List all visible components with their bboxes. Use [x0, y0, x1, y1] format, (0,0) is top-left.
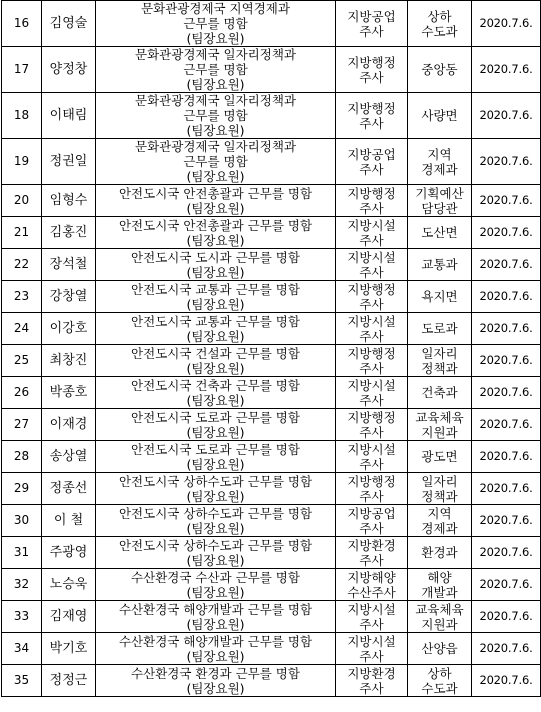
current-dept-cell [408, 569, 472, 601]
grade-line: 지방행정 [347, 473, 396, 489]
grade-cell [336, 537, 408, 569]
assignment-line: 안전도시국 상하수도과 근무를 명함 [118, 473, 313, 489]
table-row [2, 313, 541, 345]
table-row [2, 409, 541, 441]
dept-line: 도산면 [421, 225, 458, 240]
row-number-cell: 19 [2, 139, 42, 185]
dept-line: 광도면 [421, 449, 458, 464]
row-number-cell: 35 [2, 665, 42, 697]
assignment-cell [96, 441, 336, 473]
grade-line: 주사 [359, 69, 384, 85]
effective-date-cell: 2020.7.6. [472, 281, 541, 313]
assignment-line: (팀장요원) [186, 520, 245, 536]
current-dept-cell [408, 409, 472, 441]
assignment-line: 문화관광경제국 지역경제과 [141, 1, 290, 16]
assignment-line: (팀장요원) [186, 648, 245, 664]
grade-line: 지방환경 [347, 537, 396, 553]
grade-cell [336, 185, 408, 217]
table-row [2, 185, 541, 217]
assignment-line: 수산환경국 환경과 근무를 명함 [131, 665, 300, 681]
grade-cell [336, 313, 408, 345]
dept-line: 지원과 [421, 616, 458, 632]
assignment-line: 문화관광경제국 일자리정책과 [135, 139, 296, 154]
grade-line: 주사 [359, 328, 384, 344]
assignment-line: (팀장요원) [186, 123, 245, 138]
assignment-line: (팀장요원) [186, 264, 245, 280]
grade-cell [336, 601, 408, 633]
grade-line: 주사 [359, 360, 384, 376]
dept-line: 환경과 [421, 545, 458, 560]
grade-cell [336, 249, 408, 281]
grade-line: 주사 [359, 648, 384, 664]
dept-line: 일자리 [421, 345, 458, 361]
grade-line: 지방시설 [347, 249, 396, 265]
assignment-line: 근무를 명함 [183, 108, 248, 123]
current-dept-cell [408, 473, 472, 505]
assignment-cell [96, 377, 336, 409]
row-number-cell: 28 [2, 441, 42, 473]
grade-cell [336, 441, 408, 473]
dept-line: 지역 [427, 146, 452, 162]
table-row [2, 139, 541, 185]
grade-line: 주사 [359, 424, 384, 440]
table-row [2, 505, 541, 537]
grade-line: 지방시설 [347, 313, 396, 329]
assignment-cell [96, 633, 336, 665]
employee-name-cell: 이 철 [42, 505, 96, 537]
assignment-cell [96, 47, 336, 93]
grade-cell [336, 1, 408, 47]
row-number-cell: 31 [2, 537, 42, 569]
assignment-line: (팀장요원) [186, 680, 245, 696]
grade-line: 지방행정 [347, 281, 396, 297]
table-row [2, 93, 541, 139]
row-number-cell: 22 [2, 249, 42, 281]
grade-line: 주사 [359, 296, 384, 312]
grade-cell [336, 569, 408, 601]
effective-date-cell: 2020.7.6. [472, 441, 541, 473]
assignment-cell [96, 505, 336, 537]
assignment-line: 문화관광경제국 일자리정책과 [135, 93, 296, 108]
table-row [2, 217, 541, 249]
row-number-cell: 30 [2, 505, 42, 537]
effective-date-cell: 2020.7.6. [472, 139, 541, 185]
grade-cell [336, 473, 408, 505]
effective-date-cell: 2020.7.6. [472, 249, 541, 281]
assignment-cell [96, 409, 336, 441]
grade-line: 지방행정 [347, 54, 396, 70]
table-row [2, 633, 541, 665]
table-row [2, 665, 541, 697]
assignment-cell [96, 345, 336, 377]
assignment-line: 근무를 명함 [183, 16, 248, 31]
grade-line: 수산주사 [347, 584, 396, 600]
employee-name-cell: 이재경 [42, 409, 96, 441]
assignment-line: (팀장요원) [186, 424, 245, 440]
assignment-line: 근무를 명함 [183, 154, 248, 169]
dept-line: 교육체육 [415, 601, 464, 617]
assignment-line: 안전도시국 안전총괄과 근무를 명함 [118, 185, 313, 201]
current-dept-cell [408, 441, 472, 473]
assignment-cell [96, 569, 336, 601]
current-dept-cell [408, 281, 472, 313]
row-number-cell: 25 [2, 345, 42, 377]
table-row [2, 1, 541, 47]
grade-line: 지방시설 [347, 633, 396, 649]
grade-line: 주사 [359, 520, 384, 536]
grade-line: 지방시설 [347, 377, 396, 393]
assignment-line: (팀장요원) [186, 616, 245, 632]
dept-line: 도로과 [421, 321, 458, 336]
employee-name-cell: 임형수 [42, 185, 96, 217]
table-row [2, 473, 541, 505]
row-number-cell: 17 [2, 47, 42, 93]
dept-line: 기획예산 [415, 185, 464, 201]
assignment-line: (팀장요원) [186, 328, 245, 344]
grade-line: 주사 [359, 264, 384, 280]
dept-line: 상하 [427, 8, 452, 24]
assignment-line: 수산환경국 수산과 근무를 명함 [131, 569, 300, 585]
current-dept-cell [408, 217, 472, 249]
assignment-line: 안전도시국 상하수도과 근무를 명함 [118, 505, 313, 521]
dept-line: 수도과 [421, 23, 458, 39]
assignment-cell [96, 537, 336, 569]
dept-line: 정책과 [421, 488, 458, 504]
row-number-cell: 29 [2, 473, 42, 505]
assignment-cell [96, 185, 336, 217]
row-number-cell: 21 [2, 217, 42, 249]
grade-cell [336, 217, 408, 249]
effective-date-cell: 2020.7.6. [472, 473, 541, 505]
table-row [2, 281, 541, 313]
grade-cell [336, 139, 408, 185]
employee-name-cell: 김영술 [42, 1, 96, 47]
assignment-cell [96, 313, 336, 345]
employee-name-cell: 장석철 [42, 249, 96, 281]
grade-line: 지방공업 [347, 146, 396, 162]
row-number-cell: 32 [2, 569, 42, 601]
grade-line: 지방행정 [347, 345, 396, 361]
current-dept-cell [408, 345, 472, 377]
dept-line: 정책과 [421, 360, 458, 376]
assignment-line: (팀장요원) [186, 77, 245, 92]
grade-line: 지방행정 [347, 409, 396, 425]
dept-line: 교통과 [421, 257, 458, 272]
dept-line: 개발과 [421, 584, 458, 600]
effective-date-cell: 2020.7.6. [472, 47, 541, 93]
grade-line: 주사 [359, 392, 384, 408]
row-number-cell: 16 [2, 1, 42, 47]
row-number-cell: 20 [2, 185, 42, 217]
grade-line: 지방행정 [347, 185, 396, 201]
grade-cell [336, 281, 408, 313]
assignment-line: (팀장요원) [186, 584, 245, 600]
employee-name-cell: 정정근 [42, 665, 96, 697]
assignment-cell [96, 281, 336, 313]
current-dept-cell [408, 139, 472, 185]
grade-line: 지방공업 [347, 505, 396, 521]
assignment-line: 안전도시국 안전총괄과 근무를 명함 [118, 217, 313, 233]
assignment-line: (팀장요원) [186, 392, 245, 408]
assignment-line: 문화관광경제국 일자리정책과 [135, 47, 296, 62]
grade-line: 지방해양 [347, 569, 396, 585]
employee-name-cell: 양정창 [42, 47, 96, 93]
dept-line: 중앙동 [421, 62, 458, 77]
current-dept-cell [408, 537, 472, 569]
dept-line: 경제과 [421, 520, 458, 536]
employee-name-cell: 강창열 [42, 281, 96, 313]
row-number-cell: 33 [2, 601, 42, 633]
effective-date-cell: 2020.7.6. [472, 505, 541, 537]
grade-cell [336, 345, 408, 377]
effective-date-cell: 2020.7.6. [472, 1, 541, 47]
dept-line: 해양 [427, 569, 452, 585]
grade-line: 주사 [359, 115, 384, 131]
table-row [2, 249, 541, 281]
assignment-line: 안전도시국 건축과 근무를 명함 [131, 377, 300, 393]
assignment-line: (팀장요원) [186, 31, 245, 46]
assignment-cell [96, 601, 336, 633]
current-dept-cell [408, 249, 472, 281]
grade-cell [336, 93, 408, 139]
current-dept-cell [408, 601, 472, 633]
assignment-cell [96, 665, 336, 697]
assignment-line: (팀장요원) [186, 552, 245, 568]
current-dept-cell [408, 185, 472, 217]
assignment-line: 안전도시국 도시과 근무를 명함 [131, 249, 300, 265]
dept-line: 건축과 [421, 385, 458, 400]
effective-date-cell: 2020.7.6. [472, 345, 541, 377]
grade-cell [336, 377, 408, 409]
current-dept-cell [408, 505, 472, 537]
assignment-line: (팀장요원) [186, 296, 245, 312]
employee-name-cell: 정권일 [42, 139, 96, 185]
row-number-cell: 26 [2, 377, 42, 409]
assignment-cell [96, 1, 336, 47]
dept-line: 일자리 [421, 473, 458, 489]
grade-line: 지방행정 [347, 100, 396, 116]
row-number-cell: 23 [2, 281, 42, 313]
current-dept-cell [408, 665, 472, 697]
grade-line: 주사 [359, 200, 384, 216]
current-dept-cell [408, 1, 472, 47]
effective-date-cell: 2020.7.6. [472, 665, 541, 697]
assignment-line: 수산환경국 해양개발과 근무를 명함 [118, 633, 313, 649]
current-dept-cell [408, 633, 472, 665]
grade-line: 지방환경 [347, 665, 396, 681]
effective-date-cell: 2020.7.6. [472, 313, 541, 345]
assignment-line: (팀장요원) [186, 169, 245, 184]
effective-date-cell: 2020.7.6. [472, 633, 541, 665]
assignment-line: 안전도시국 도로과 근무를 명함 [131, 441, 300, 457]
assignment-line: (팀장요원) [186, 488, 245, 504]
assignment-line: 안전도시국 상하수도과 근무를 명함 [118, 537, 313, 553]
grade-cell [336, 633, 408, 665]
grade-line: 주사 [359, 161, 384, 177]
effective-date-cell: 2020.7.6. [472, 217, 541, 249]
grade-line: 주사 [359, 232, 384, 248]
employee-name-cell: 최창진 [42, 345, 96, 377]
assignment-line: (팀장요원) [186, 200, 245, 216]
employee-name-cell: 박기호 [42, 633, 96, 665]
assignment-line: (팀장요원) [186, 232, 245, 248]
grade-line: 주사 [359, 23, 384, 39]
dept-line: 경제과 [421, 161, 458, 177]
assignment-cell [96, 249, 336, 281]
grade-line: 주사 [359, 616, 384, 632]
current-dept-cell [408, 377, 472, 409]
assignment-cell [96, 473, 336, 505]
grade-cell [336, 505, 408, 537]
effective-date-cell: 2020.7.6. [472, 185, 541, 217]
table-row [2, 601, 541, 633]
grade-line: 주사 [359, 680, 384, 696]
assignment-line: (팀장요원) [186, 360, 245, 376]
grade-line: 지방시설 [347, 441, 396, 457]
current-dept-cell [408, 93, 472, 139]
dept-line: 욕지면 [421, 289, 458, 304]
assignment-line: 근무를 명함 [183, 62, 248, 77]
dept-line: 산양읍 [421, 641, 458, 656]
table-row [2, 47, 541, 93]
assignment-line: 안전도시국 교통과 근무를 명함 [131, 281, 300, 297]
employee-name-cell: 박종호 [42, 377, 96, 409]
personnel-table [1, 0, 541, 697]
employee-name-cell: 이강호 [42, 313, 96, 345]
table-row [2, 537, 541, 569]
dept-line: 상하 [427, 665, 452, 681]
row-number-cell: 24 [2, 313, 42, 345]
dept-line: 사량면 [421, 108, 458, 123]
assignment-line: 안전도시국 교통과 근무를 명함 [131, 313, 300, 329]
assignment-cell [96, 93, 336, 139]
grade-cell [336, 665, 408, 697]
current-dept-cell [408, 313, 472, 345]
employee-name-cell: 정종선 [42, 473, 96, 505]
assignment-line: (팀장요원) [186, 456, 245, 472]
table-row [2, 441, 541, 473]
row-number-cell: 34 [2, 633, 42, 665]
grade-line: 지방공업 [347, 8, 396, 24]
dept-line: 지원과 [421, 424, 458, 440]
table-row [2, 377, 541, 409]
grade-line: 주사 [359, 456, 384, 472]
table-row [2, 569, 541, 601]
dept-line: 수도과 [421, 680, 458, 696]
row-number-cell: 27 [2, 409, 42, 441]
table-row [2, 345, 541, 377]
assignment-cell [96, 139, 336, 185]
grade-cell [336, 47, 408, 93]
dept-line: 담당관 [421, 200, 458, 216]
employee-name-cell: 노승욱 [42, 569, 96, 601]
effective-date-cell: 2020.7.6. [472, 409, 541, 441]
assignment-line: 수산환경국 해양개발과 근무를 명함 [118, 601, 313, 617]
grade-line: 지방시설 [347, 601, 396, 617]
effective-date-cell: 2020.7.6. [472, 537, 541, 569]
effective-date-cell: 2020.7.6. [472, 601, 541, 633]
dept-line: 지역 [427, 505, 452, 521]
employee-name-cell: 송상열 [42, 441, 96, 473]
employee-name-cell: 이태림 [42, 93, 96, 139]
dept-line: 교육체육 [415, 409, 464, 425]
grade-cell [336, 409, 408, 441]
effective-date-cell: 2020.7.6. [472, 93, 541, 139]
employee-name-cell: 김홍진 [42, 217, 96, 249]
employee-name-cell: 김재영 [42, 601, 96, 633]
current-dept-cell [408, 47, 472, 93]
employee-name-cell: 주광영 [42, 537, 96, 569]
grade-line: 지방시설 [347, 217, 396, 233]
assignment-line: 안전도시국 건설과 근무를 명함 [131, 345, 300, 361]
grade-line: 주사 [359, 552, 384, 568]
effective-date-cell: 2020.7.6. [472, 377, 541, 409]
assignment-line: 안전도시국 도로과 근무를 명함 [131, 409, 300, 425]
row-number-cell: 18 [2, 93, 42, 139]
effective-date-cell: 2020.7.6. [472, 569, 541, 601]
assignment-cell [96, 217, 336, 249]
grade-line: 주사 [359, 488, 384, 504]
